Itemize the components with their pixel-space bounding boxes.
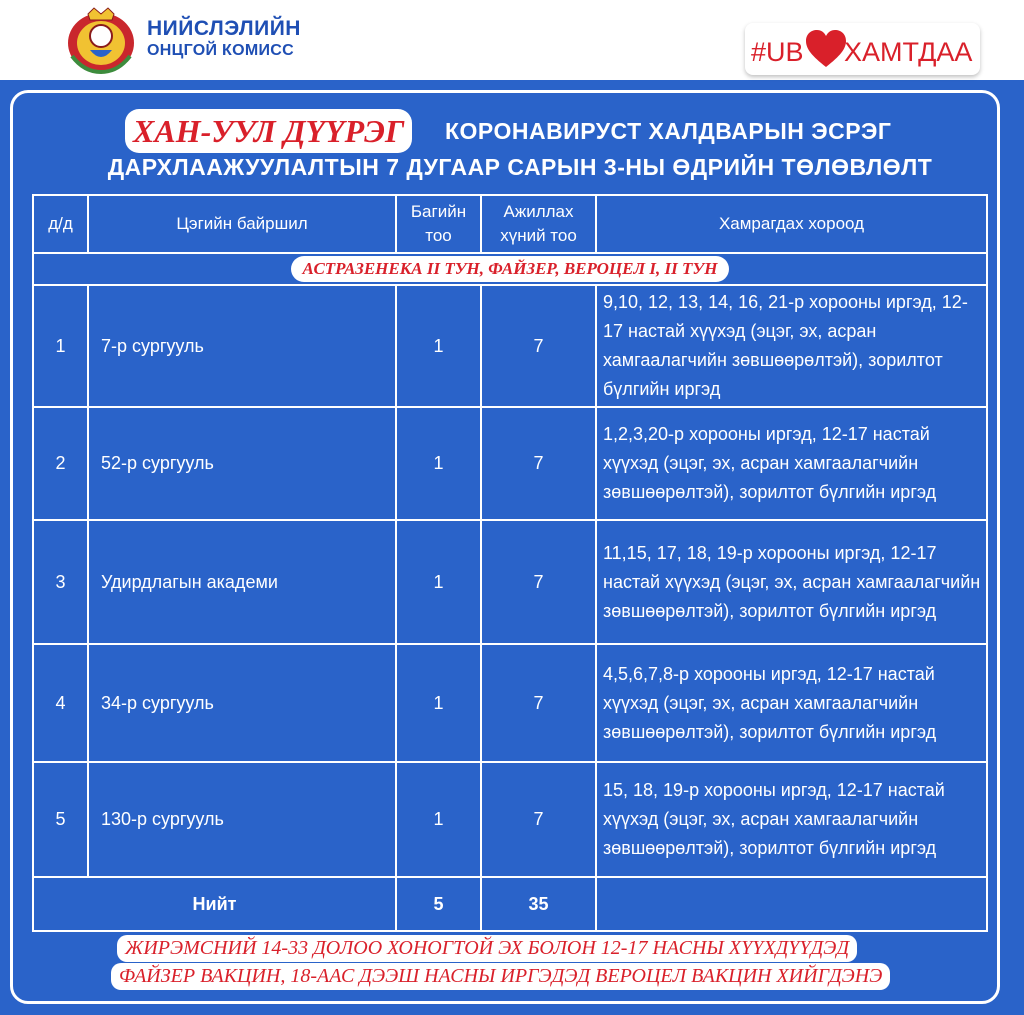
vaccination-plan-table (32, 194, 988, 932)
footer-note-line1: ЖИРЭМСНИЙ 14-33 ДОЛОО ХОНОГТОЙ ЭХ БОЛОН 12-17 НАСНЫ ХҮҮХДҮҮДЭД (117, 935, 857, 962)
organization-name (147, 17, 301, 61)
org-name-line1: НИЙСЛЭЛИЙН (147, 17, 301, 40)
total-teams: 5 (396, 877, 481, 931)
row-num: 4 (33, 644, 88, 762)
table-row (33, 285, 987, 407)
title-line2: ДАРХЛААЖУУЛАЛТЫН 7 ДУГААР САРЫН 3-НЫ ӨДРИЙН ТӨЛӨВЛӨЛТ (107, 154, 933, 180)
row-staff: 7 (481, 407, 596, 520)
total-label: Нийт (33, 877, 396, 931)
row-teams: 1 (396, 520, 481, 644)
row-coverage: 4,5,6,7,8-р хорооны иргэд, 12-17 настай хүүхэд (эцэг, эх, асран хамгаалагчийн зөвшөөрөлтэй), зорилтот бүлгийн иргэд (596, 644, 987, 762)
vaccine-type-row (33, 253, 987, 285)
table-row (33, 644, 987, 762)
top-header-bar (0, 0, 1024, 80)
hashtag-badge (745, 23, 980, 75)
row-num: 5 (33, 762, 88, 877)
vaccine-type-label: АСТРАЗЕНЕКА II ТУН, ФАЙЗЕР, ВЕРОЦЕЛ I, II ТУН (291, 256, 730, 282)
org-name-line2: ОНЦГОЙ КОМИСС (147, 42, 294, 59)
total-row (33, 877, 987, 931)
row-location: 34-р сургууль (88, 644, 396, 762)
vaccine-type-cell (33, 253, 987, 285)
header-teams (396, 195, 481, 253)
hashtag-prefix: #UB (751, 37, 804, 67)
title-line1-text: КОРОНАВИРУСТ ХАЛДВАРЫН ЭСРЭГ (445, 118, 892, 144)
row-staff: 7 (481, 285, 596, 407)
row-staff: 7 (481, 520, 596, 644)
district-name-badge: ХАН-УУЛ ДҮҮРЭГ (125, 109, 412, 153)
heart-icon (804, 29, 848, 69)
row-coverage: 11,15, 17, 18, 19-р хорооны иргэд, 12-17 настай хүүхэд (эцэг, эх, асран хамгаалагчийн зөвшөөрөлтэй), зорилтот бүлгийн иргэд (596, 520, 987, 644)
table-row (33, 407, 987, 520)
table-row (33, 762, 987, 877)
header-teams-line2: тоо (425, 226, 452, 245)
title-line1 (125, 109, 1005, 153)
row-coverage: 9,10, 12, 13, 14, 16, 21-р хорооны иргэд, 12-17 настай хүүхэд (эцэг, эх, асран хамгаалагчийн зөвшөөрөлтэй), зорилтот бүлгийн иргэд (596, 285, 987, 407)
row-teams: 1 (396, 407, 481, 520)
row-location: 130-р сургууль (88, 762, 396, 877)
row-num: 3 (33, 520, 88, 644)
row-location: 7-р сургууль (88, 285, 396, 407)
row-coverage: 1,2,3,20-р хорооны иргэд, 12-17 настай хүүхэд (эцэг, эх, асран хамгаалагчийн зөвшөөрөлтэй), зорилтот бүлгийн иргэд (596, 407, 987, 520)
header-staff-line1: Ажиллах (503, 202, 574, 221)
total-coverage-empty (596, 877, 987, 931)
header-num: д/д (33, 195, 88, 253)
row-num: 1 (33, 285, 88, 407)
row-teams: 1 (396, 285, 481, 407)
row-location: 52-р сургууль (88, 407, 396, 520)
row-teams: 1 (396, 762, 481, 877)
row-staff: 7 (481, 762, 596, 877)
total-staff: 35 (481, 877, 596, 931)
row-teams: 1 (396, 644, 481, 762)
footer-note-line2: ФАЙЗЕР ВАКЦИН, 18-ААС ДЭЭШ НАСНЫ ИРГЭДЭД ВЕРОЦЕЛ ВАКЦИН ХИЙГДЭНЭ (111, 963, 890, 990)
row-num: 2 (33, 407, 88, 520)
header-staff-line2: хүний тоо (500, 226, 577, 245)
header-teams-line1: Багийн (410, 202, 467, 221)
header-coverage: Хамрагдах хороод (596, 195, 987, 253)
row-staff: 7 (481, 644, 596, 762)
header-location: Цэгийн байршил (88, 195, 396, 253)
table-row (33, 520, 987, 644)
row-coverage: 15, 18, 19-р хорооны иргэд, 12-17 настай хүүхэд (эцэг, эх, асран хамгаалагчийн зөвшөөрөлтэй), зорилтот бүлгийн иргэд (596, 762, 987, 877)
hashtag-suffix: ХАМТДАА (844, 37, 973, 67)
city-emblem-icon (64, 6, 138, 76)
header-staff (481, 195, 596, 253)
row-location: Удирдлагын академи (88, 520, 396, 644)
table-header-row (33, 195, 987, 253)
